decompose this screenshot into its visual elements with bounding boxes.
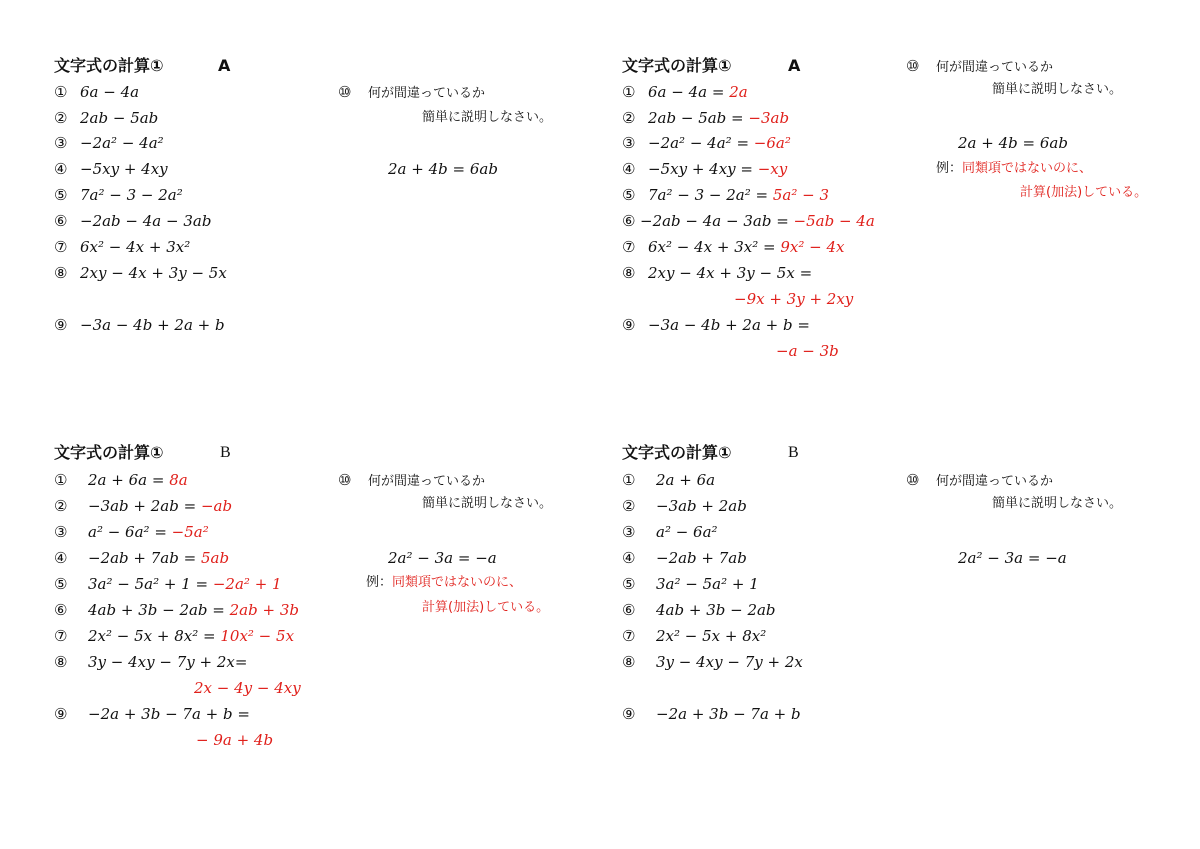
problem-expression: 3a² − 5a² + 1: [656, 575, 759, 593]
problem-5: [622, 185, 829, 205]
problem-expression: 4ab + 3b − 2ab: [656, 601, 776, 619]
answer: 2x − 4y − 4xy: [194, 679, 301, 697]
problem-number: ⑩: [338, 83, 352, 101]
problem-number: ⑦: [622, 627, 636, 645]
problem-6: [54, 211, 211, 231]
problem-10-instruction-2: 簡単に説明しなさい。: [422, 110, 553, 125]
problem-expression: 6x² − 4x + 3x²: [80, 238, 191, 256]
problem-6: [54, 600, 299, 620]
problem-7: [622, 237, 844, 257]
problem-number: ⑩: [906, 471, 920, 489]
problem-10-example: [366, 573, 522, 593]
problem-number: ⑨: [622, 316, 636, 334]
problem-number: ②: [622, 109, 636, 127]
worksheet-title: 文字式の計算①: [622, 443, 732, 462]
example-line-1: 同類項ではないのに、: [962, 161, 1093, 176]
problem-number: ③: [622, 134, 636, 152]
answer: 9x² − 4x: [780, 238, 845, 256]
example-line-2: 計算(加法)している。: [422, 600, 550, 615]
problem-5: [54, 574, 282, 594]
problem-1: [54, 82, 139, 102]
problem-9: [622, 315, 810, 335]
problem-number: ⑨: [54, 316, 68, 334]
problem-10-instruction-2: 簡単に説明しなさい。: [992, 82, 1123, 97]
problem-expression: 2a + 6a: [656, 471, 716, 489]
answer: −ab: [200, 497, 233, 515]
problem-number: ③: [54, 134, 68, 152]
problem-number: ⑥: [622, 212, 636, 230]
problem-6: [622, 600, 776, 620]
problem-number: ③: [54, 523, 68, 541]
answer: 5ab: [200, 549, 230, 567]
answer: −6a²: [753, 134, 791, 152]
problem-expression: −5xy + 4xy =: [648, 160, 758, 178]
answer: −5a²: [171, 523, 209, 541]
problem-9: [54, 704, 250, 724]
problem-number: ①: [622, 83, 636, 101]
problem-3: [622, 133, 791, 153]
problem-10: [338, 470, 485, 492]
problem-expression: 2ab − 5ab: [80, 109, 159, 127]
problem-7: [54, 237, 190, 257]
problem-10-equation: 2a + 4b = 6ab: [388, 160, 498, 178]
problem-expression: 7a² − 3 − 2a²: [80, 186, 183, 204]
problem-expression: −3a − 4b + 2a + b: [80, 316, 225, 334]
problem-number: ⑧: [622, 264, 636, 282]
quadrant-a-answers: [622, 56, 1182, 456]
problem-2: [54, 496, 232, 516]
worksheet-variant: A: [218, 56, 231, 75]
problem-10: [338, 82, 485, 104]
problem-10-instruction: 何が間違っているか: [936, 474, 1054, 489]
problem-7: [622, 626, 766, 646]
problem-expression: −2a² − 4a² =: [648, 134, 754, 152]
problem-10-instruction-2: 簡単に説明しなさい。: [422, 496, 553, 511]
problem-number: ①: [622, 471, 636, 489]
problem-number: ⑥: [54, 212, 68, 230]
problem-3: [54, 133, 164, 153]
problem-10-equation: 2a + 4b = 6ab: [958, 134, 1068, 152]
problem-10-equation: 2a² − 3a = −a: [958, 549, 1067, 567]
problem-4: [622, 159, 787, 179]
quadrant-a-questions: [54, 56, 614, 456]
problem-expression: 2ab − 5ab =: [648, 109, 749, 127]
problem-9: [622, 704, 801, 724]
quadrant-b-questions: [622, 443, 1182, 843]
problem-expression: −5xy + 4xy: [80, 160, 168, 178]
problem-expression: 2a + 6a =: [88, 471, 170, 489]
problem-8: [54, 652, 247, 672]
problem-expression: 6x² − 4x + 3x² =: [648, 238, 781, 256]
problem-6: [622, 211, 875, 231]
problem-10-example: [936, 159, 1092, 179]
example-line-2: 計算(加法)している。: [1020, 185, 1148, 200]
answer: 2ab + 3b: [229, 601, 299, 619]
problem-expression: 2x² − 5x + 8x²: [656, 627, 767, 645]
problem-expression: 6a − 4a =: [648, 83, 730, 101]
quadrant-b-answers: [54, 443, 614, 843]
problem-expression: 3a² − 5a² + 1 =: [88, 575, 213, 593]
problem-expression: a² − 6a² =: [88, 523, 172, 541]
problem-10-instruction: 何が間違っているか: [368, 474, 486, 489]
problem-number: ⑤: [622, 186, 636, 204]
problem-number: ②: [622, 497, 636, 515]
problem-8: [622, 263, 812, 283]
problem-number: ④: [622, 160, 636, 178]
problem-number: ⑩: [338, 471, 352, 489]
problem-10-instruction-2: 簡単に説明しなさい。: [992, 496, 1123, 511]
problem-number: ⑦: [54, 627, 68, 645]
problem-number: ①: [54, 471, 68, 489]
problem-5: [54, 185, 183, 205]
problem-expression: −2a + 3b − 7a + b =: [88, 705, 250, 723]
problem-7: [54, 626, 294, 646]
answer: 10x² − 5x: [220, 627, 295, 645]
problem-8: [622, 652, 803, 672]
problem-number: ③: [622, 523, 636, 541]
problem-5: [622, 574, 759, 594]
answer: −3ab: [748, 109, 790, 127]
problem-10: [906, 56, 1053, 78]
problem-2: [622, 496, 747, 516]
answer: −a − 3b: [776, 342, 839, 360]
problem-expression: 3y − 4xy − 7y + 2x=: [88, 653, 248, 671]
problem-number: ④: [54, 160, 68, 178]
problem-number: ⑥: [622, 601, 636, 619]
worksheet-title: 文字式の計算①: [622, 56, 732, 75]
worksheet-variant: A: [788, 56, 801, 75]
problem-number: ⑤: [622, 575, 636, 593]
problem-expression: −3a − 4b + 2a + b =: [648, 316, 810, 334]
problem-expression: −2ab − 4a − 3ab: [80, 212, 212, 230]
worksheet-variant: B: [788, 444, 799, 461]
problem-2: [622, 108, 789, 128]
problem-expression: a² − 6a²: [656, 523, 718, 541]
problem-expression: 6a − 4a: [80, 83, 140, 101]
problem-expression: −2ab + 7ab =: [88, 549, 201, 567]
problem-4: [54, 159, 168, 179]
problem-number: ②: [54, 497, 68, 515]
problem-3: [54, 522, 209, 542]
problem-1: [54, 470, 188, 490]
problem-4: [622, 548, 747, 568]
answer: −5ab − 4a: [793, 212, 875, 230]
example-line-1: 同類項ではないのに、: [392, 575, 523, 590]
problem-expression: 3y − 4xy − 7y + 2x: [656, 653, 803, 671]
problem-expression: −2a + 3b − 7a + b: [656, 705, 801, 723]
problem-8: [54, 263, 227, 283]
problem-expression: 2x² − 5x + 8x² =: [88, 627, 221, 645]
problem-expression: −3ab + 2ab: [656, 497, 747, 515]
example-prefix: 例：: [366, 575, 393, 590]
problem-10-equation: 2a² − 3a = −a: [388, 549, 497, 567]
answer: −xy: [757, 160, 788, 178]
problem-expression: 2xy − 4x + 3y − 5x =: [648, 264, 813, 282]
problem-number: ⑩: [906, 57, 920, 75]
worksheet-title: 文字式の計算①: [54, 56, 164, 75]
problem-expression: −2ab − 4a − 3ab =: [640, 212, 794, 230]
problem-expression: −2a² − 4a²: [80, 134, 164, 152]
problem-number: ⑥: [54, 601, 68, 619]
problem-1: [622, 470, 715, 490]
answer: 8a: [169, 471, 188, 489]
problem-number: ①: [54, 83, 68, 101]
problem-number: ⑦: [54, 238, 68, 256]
problem-10: [906, 470, 1053, 492]
problem-4: [54, 548, 229, 568]
problem-number: ④: [622, 549, 636, 567]
problem-10-instruction: 何が間違っているか: [368, 86, 486, 101]
worksheet-title: 文字式の計算①: [54, 443, 164, 462]
problem-1: [622, 82, 748, 102]
problem-expression: 2xy − 4x + 3y − 5x: [80, 264, 227, 282]
problem-number: ⑧: [54, 264, 68, 282]
problem-9: [54, 315, 225, 335]
problem-3: [622, 522, 718, 542]
problem-number: ④: [54, 549, 68, 567]
problem-expression: 4ab + 3b − 2ab =: [88, 601, 230, 619]
problem-number: ⑧: [622, 653, 636, 671]
problem-expression: −3ab + 2ab =: [88, 497, 201, 515]
problem-number: ⑧: [54, 653, 68, 671]
answer: −9x + 3y + 2xy: [734, 290, 854, 308]
problem-number: ⑤: [54, 186, 68, 204]
worksheet-variant: B: [220, 444, 231, 461]
answer: 2a: [729, 83, 748, 101]
problem-number: ②: [54, 109, 68, 127]
problem-number: ⑦: [622, 238, 636, 256]
problem-2: [54, 108, 158, 128]
problem-number: ⑤: [54, 575, 68, 593]
problem-number: ⑨: [54, 705, 68, 723]
problem-number: ⑨: [622, 705, 636, 723]
example-prefix: 例：: [936, 161, 963, 176]
answer: 5a² − 3: [772, 186, 830, 204]
answer: −2a² + 1: [212, 575, 282, 593]
answer: − 9a + 4b: [196, 731, 274, 749]
problem-expression: −2ab + 7ab: [656, 549, 747, 567]
problem-expression: 7a² − 3 − 2a² =: [648, 186, 773, 204]
problem-10-instruction: 何が間違っているか: [936, 60, 1054, 75]
